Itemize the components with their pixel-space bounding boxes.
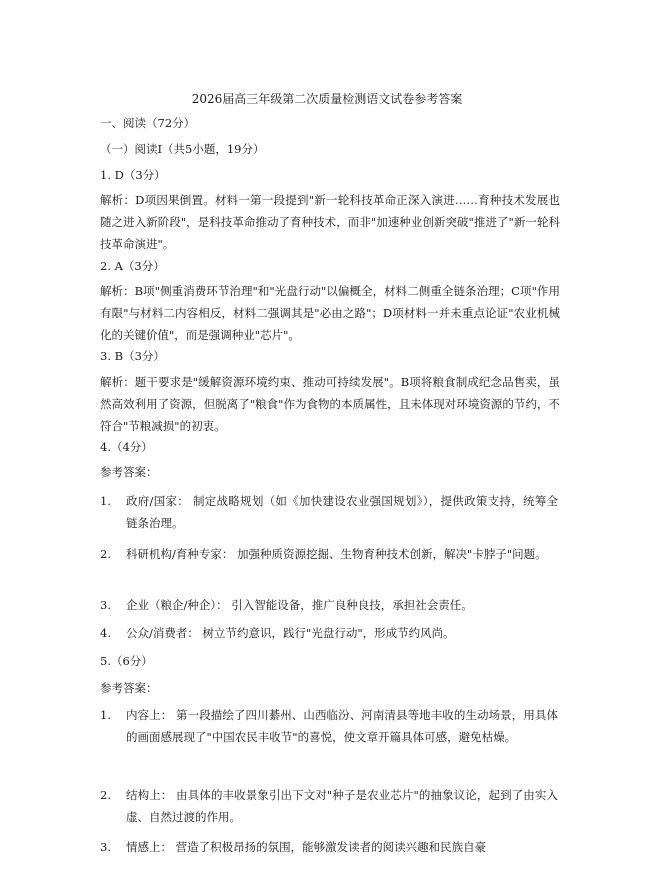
q4-ref-label: 参考答案： bbox=[100, 465, 158, 479]
section-heading-reading: 一、阅读（72分） bbox=[100, 116, 196, 130]
q2-analysis: 解析：B项"侧重消费环节治理"和"光盘行动"以偏概全，材料二侧重全链条治理；C项"作用有限"与材料二内容相反，材料二强调其是"必由之路"；D项材料一并未重点论证"农业机械化的关键价值"，而是强调种业"芯片"。 bbox=[100, 284, 560, 342]
list-item-number: 4. bbox=[100, 626, 111, 640]
list-item bbox=[100, 490, 560, 534]
list-item bbox=[100, 836, 560, 858]
list-item-number: 2. bbox=[100, 788, 111, 802]
list-item-number: 1. bbox=[100, 494, 111, 508]
list-item bbox=[100, 594, 560, 616]
list-item-number: 3. bbox=[100, 598, 111, 612]
list-item-text: 企业（粮企/种企）： 引入智能设备，推广良种良技，承担社会责任。 bbox=[126, 598, 473, 612]
list-item bbox=[100, 784, 560, 828]
list-item-number: 3. bbox=[100, 840, 111, 854]
list-item-text: 内容上： 第一段描绘了四川綦州、山西临汾、河南清县等地丰收的生动场景，用具体的画面感展现了"中国农民丰收节"的喜悦，使文章开篇具体可感，避免枯燥。 bbox=[126, 708, 558, 744]
q3-analysis: 解析：题干要求是"缓解资源环境约束、推动可持续发展"。B项将粮食制成纪念品售卖，虽然高效利用了资源，但脱离了"粮食"作为食物的本质属性，且未体现对环境资源的节约，不符合"节粮减损"的初衷。 bbox=[100, 375, 560, 433]
q4-score: 4.（4分） bbox=[100, 440, 153, 454]
list-item-text: 结构上： 由具体的丰收景象引出下文对"种子是农业芯片"的抽象议论，起到了由实入虚、自然过渡的作用。 bbox=[126, 788, 558, 824]
q3-answer: 3. B（3分） bbox=[100, 349, 165, 363]
q1-analysis: 解析：D项因果倒置。材料一第一段提到"新一轮科技革命正深入演进……育种技术发展也随之进入新阶段"，是科技革命推动了育种技术，而非"加速种业创新突破"推进了"新一轮科技革命演进"。 bbox=[100, 193, 560, 251]
q5-score: 5.（6分） bbox=[100, 654, 153, 668]
list-item-text: 科研机构/育种专家： 加强种质资源挖掘、生物育种技术创新，解决"卡脖子"问题。 bbox=[126, 547, 547, 561]
q5-ref-label: 参考答案： bbox=[100, 681, 158, 695]
list-item bbox=[100, 622, 560, 644]
q1-answer: 1. D（3分） bbox=[100, 168, 166, 182]
list-item-number: 1. bbox=[100, 708, 111, 722]
list-item-text: 政府/国家： 制定战略规划（如《加快建设农业强国规划》），提供政策支持，统筹全链条治理。 bbox=[126, 494, 558, 530]
list-item-number: 2. bbox=[100, 547, 111, 561]
list-item-text: 公众/消费者： 树立节约意识，践行"光盘行动"，形成节约风尚。 bbox=[126, 626, 455, 640]
document-title: 2026届高三年级第二次质量检测语文试卷参考答案 bbox=[191, 92, 463, 106]
list-item-text: 情感上： 营造了积极昂扬的氛围，能够激发读者的阅读兴趣和民族自豪 bbox=[126, 840, 487, 854]
list-item bbox=[100, 704, 560, 748]
subsection-heading-reading-1: （一）阅读Ⅰ（共5小题，19分） bbox=[100, 142, 265, 156]
q2-answer: 2. A（3分） bbox=[100, 259, 165, 273]
list-item bbox=[100, 543, 560, 565]
